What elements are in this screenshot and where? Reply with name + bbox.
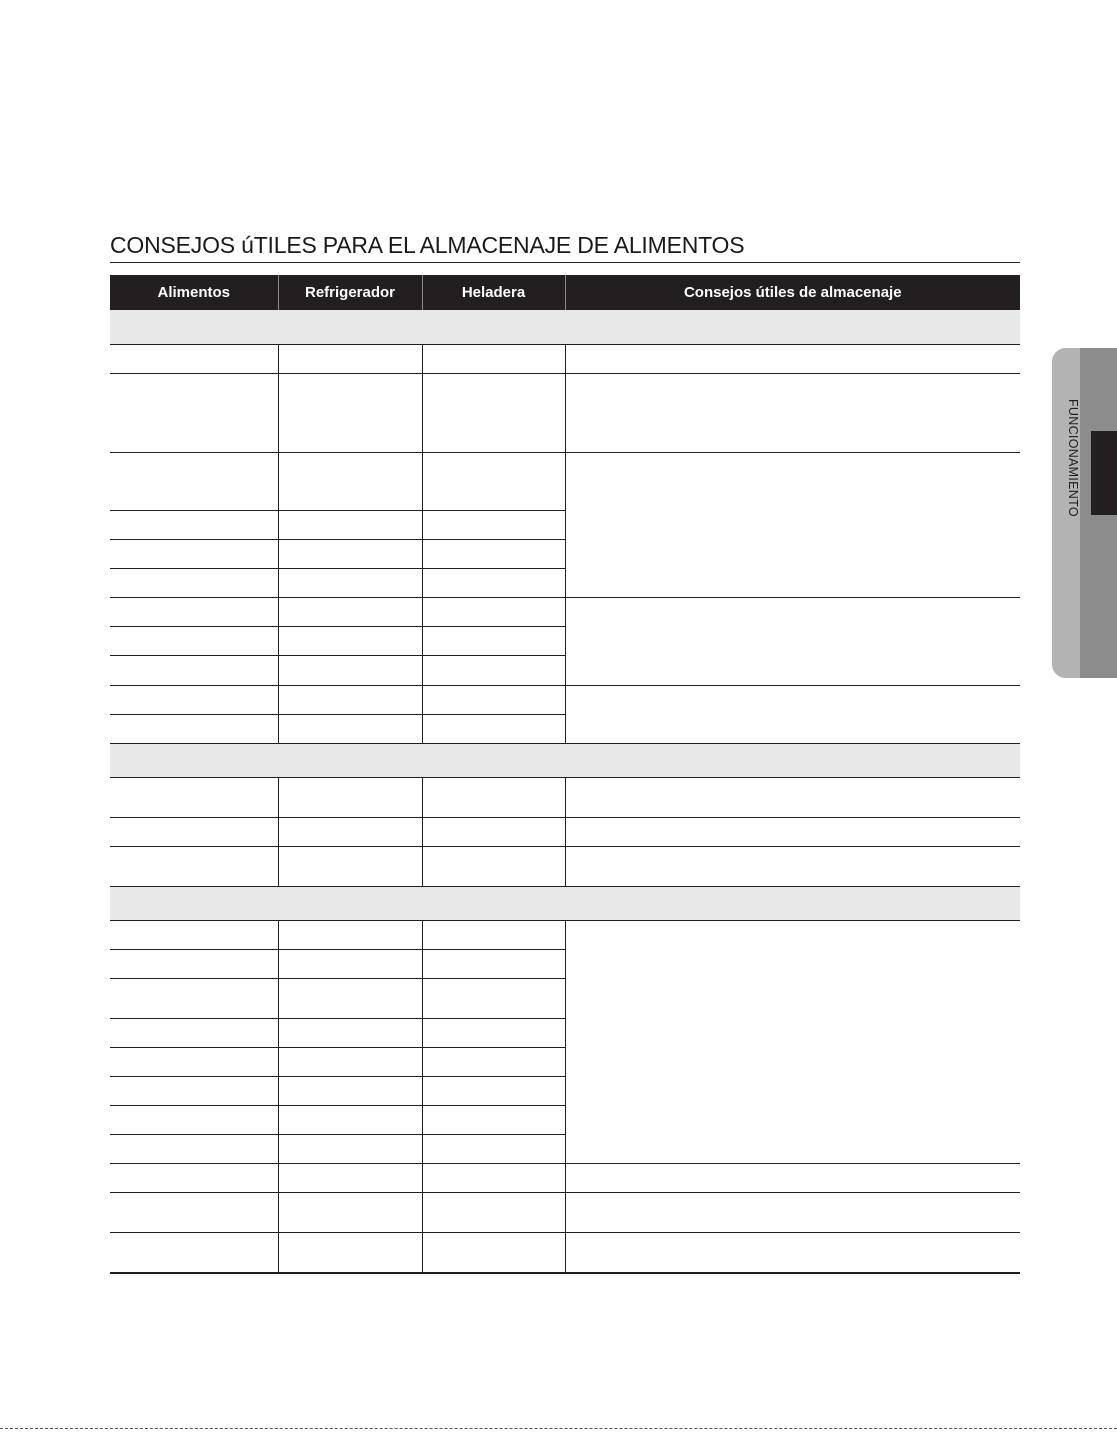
table-row	[110, 778, 1020, 818]
table-row	[110, 345, 1020, 374]
table-row	[110, 921, 1020, 950]
table-row	[110, 686, 1020, 715]
table-row	[110, 453, 1020, 511]
tips-cell	[565, 686, 1020, 744]
header-refrigerador: Refrigerador	[278, 275, 422, 310]
tips-cell	[565, 921, 1020, 1164]
side-tab-marker	[1091, 431, 1117, 515]
section-row	[110, 744, 1020, 778]
storage-tips-table	[110, 275, 1020, 1274]
table-row	[110, 818, 1020, 847]
header-heladera: Heladera	[422, 275, 565, 310]
header-consejos: Consejos útiles de almacenaje	[565, 275, 1020, 310]
header-alimentos: Alimentos	[110, 275, 278, 310]
tips-cell	[565, 598, 1020, 686]
section-row	[110, 887, 1020, 921]
section-title: CONSEJOS úTILES PARA EL ALMACENAJE DE ALIMENTOS	[110, 232, 1020, 263]
footer-dashed-line	[0, 1428, 1117, 1429]
side-tab-label: FUNCIONAMIENTO	[1066, 399, 1080, 517]
table-header-row	[110, 275, 1020, 310]
table-row	[110, 598, 1020, 627]
section-row	[110, 310, 1020, 345]
table-row	[110, 374, 1020, 453]
tips-cell	[565, 453, 1020, 598]
table-row	[110, 847, 1020, 887]
table-row	[110, 1233, 1020, 1273]
table-row	[110, 1164, 1020, 1193]
table-row	[110, 1193, 1020, 1233]
